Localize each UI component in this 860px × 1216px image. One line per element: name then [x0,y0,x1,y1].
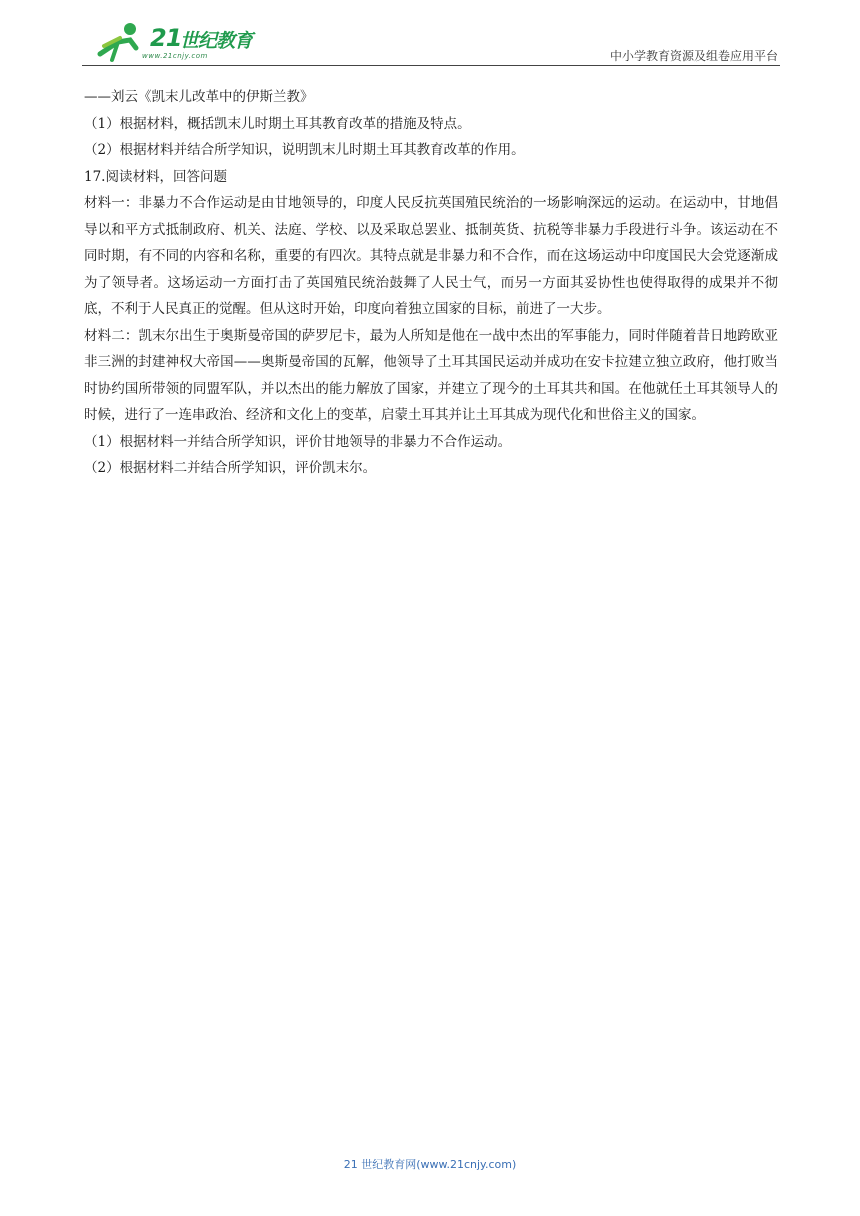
platform-title: 中小学教育资源及组卷应用平台 [609,49,778,63]
question-16-2: （2）根据材料并结合所学知识，说明凯末儿时期土耳其教育改革的作用。 [84,142,525,158]
question-17-title: 17.阅读材料，回答问题 [84,168,227,185]
footer-link[interactable]: 21 世纪教育网(www.21cnjy.com) [343,1158,517,1171]
document-body [84,84,778,482]
material-two: 材料二：凯末尔出生于奥斯曼帝国的萨罗尼卡，最为人所知是他在一战中杰出的军事能力，同时伴随着昔日地跨欧亚非三洲的封建神权大帝国——奥斯曼帝国的瓦解，他领导了土耳其国民运动并成功在安卡拉建立独立政府，他打败当时协约国所带领的同盟军队，并以杰出的能力解放了国家，并建立了现今的土耳其共和国。在他就任土耳其领导人的时候，进行了一连串政治、经济和文化上的变革，启蒙土耳其并让土耳其成为现代化和世俗主义的国家。 [84,327,778,423]
page-header [82,18,780,66]
runner-logo-icon [90,20,150,64]
question-17-1: （1）根据材料一并结合所学知识，评价甘地领导的非暴力不合作运动。 [84,433,512,450]
logo-url-text: www.21cnjy.com [142,52,208,60]
logo-brand-text: 世纪教育 [180,30,253,52]
material-one: 材料一：非暴力不合作运动是由甘地领导的，印度人民反抗英国殖民统治的一场影响深远的运动。在运动中，甘地倡导以和平方式抵制政府、机关、法庭、学校、以及采取总罢业、抵制英货、抗税等非暴力手段进行斗争。该运动在不同时期，有不同的内容和名称，重要的有四次。其特点就是非暴力和不合作，而在这场运动中印度国民大会党逐渐成为了领导者。这场运动一方面打击了英国殖民统治鼓舞了人民士气，而另一方面其妥协性也使得取得的成果并不彻底，不利于人民真正的觉醒。但从这时开始，印度向着独立国家的目标，前进了一大步。 [84,195,778,317]
site-logo[interactable] [90,20,270,64]
header-divider [82,65,780,66]
logo-number: 21 [150,24,182,52]
question-17-2: （2）根据材料二并结合所学知识，评价凯末尔。 [84,460,377,476]
question-16-1: （1）根据材料，概括凯末儿时期土耳其教育改革的措施及特点。 [84,115,471,132]
source-citation: ——刘云《凯末儿改革中的伊斯兰教》 [84,89,314,105]
